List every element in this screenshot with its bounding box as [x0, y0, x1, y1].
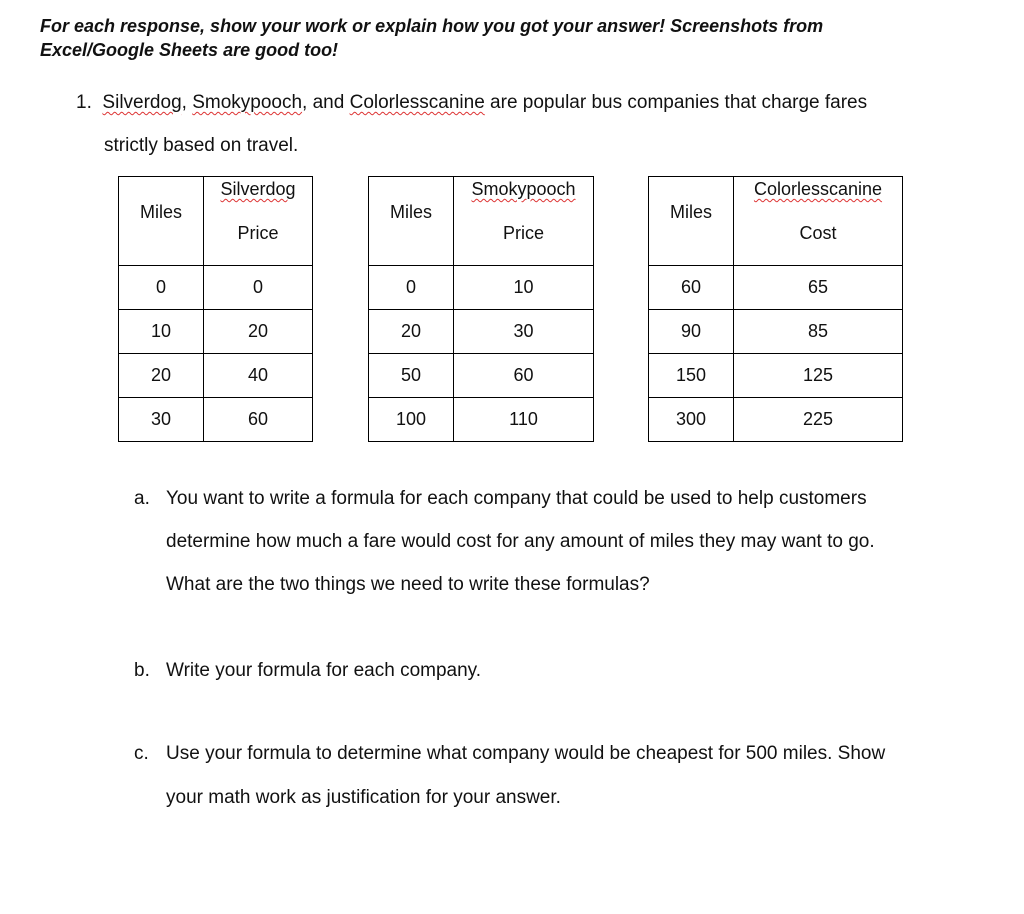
instructions-header: [40, 14, 940, 62]
price-header-cell: [204, 177, 313, 266]
miles-header-cell: [369, 177, 454, 266]
part-b-line-1: [134, 649, 481, 692]
table-cell: 150: [649, 354, 734, 398]
company-name-silverdog: Silverdog: [102, 92, 182, 113]
part-a-line-2: determine how much a fare would cost for any amount of miles they may want to go.: [166, 531, 875, 552]
question-number: 1.: [76, 92, 92, 113]
silverdog-fare-table: [118, 176, 313, 442]
company-header-smokypooch: Smokypooch: [471, 179, 576, 199]
table-cell: 300: [649, 398, 734, 442]
cost-header: Cost: [799, 223, 837, 243]
price-header: Price: [237, 223, 279, 243]
company-name-colorlesscanine: Colorlesscanine: [349, 92, 485, 113]
part-b-label: b.: [134, 660, 150, 681]
table-cell: 125: [734, 354, 903, 398]
miles-header: Miles: [139, 202, 182, 222]
miles-header: Miles: [389, 202, 432, 222]
part-a-text: You want to write a formula for each company that could be used to help customers: [166, 488, 867, 509]
part-b-text: Write your formula for each company.: [166, 660, 482, 681]
separator: ,: [181, 92, 193, 113]
table-cell: 10: [119, 310, 204, 354]
table-cell: 110: [454, 398, 594, 442]
table-cell: 50: [369, 354, 454, 398]
table-cell: 20: [204, 310, 313, 354]
table-cell: 60: [454, 354, 594, 398]
table-cell: 40: [204, 354, 313, 398]
company-name-smokypooch: Smokypooch: [192, 92, 303, 113]
part-c-text: Use your formula to determine what company would be cheapest for 500 miles. Show: [166, 743, 886, 764]
company-header-silverdog: Silverdog: [220, 179, 296, 199]
instructions-line-1: For each response, show your work or explain how you got your answer! Screenshots from: [40, 16, 824, 36]
instructions-line-2: Excel/Google Sheets are good too!: [40, 40, 339, 60]
table-cell: 0: [204, 266, 313, 310]
part-a-line-1: [134, 477, 867, 520]
table-cell: 225: [734, 398, 903, 442]
table-cell: 60: [204, 398, 313, 442]
table-cell: 85: [734, 310, 903, 354]
question-1-rest: are popular bus companies that charge fares: [484, 92, 868, 113]
cost-header-cell: [734, 177, 903, 266]
part-c-line-1: [134, 732, 885, 775]
separator: , and: [302, 92, 350, 113]
table-cell: 30: [454, 310, 594, 354]
company-header-colorlesscanine: Colorlesscanine: [753, 179, 883, 199]
table-cell: 0: [119, 266, 204, 310]
table-cell: 100: [369, 398, 454, 442]
table-cell: 30: [119, 398, 204, 442]
miles-header-cell: [649, 177, 734, 266]
miles-header-cell: [119, 177, 204, 266]
table-cell: 20: [119, 354, 204, 398]
part-a-line-3: What are the two things we need to write these formulas?: [166, 574, 650, 595]
part-c-label: c.: [134, 743, 149, 764]
price-header: Price: [502, 223, 544, 243]
colorlesscanine-fare-table: [648, 176, 903, 442]
table-cell: 10: [454, 266, 594, 310]
table-cell: 65: [734, 266, 903, 310]
part-a-label: a.: [134, 488, 150, 509]
part-c-line-2: your math work as justification for your answer.: [166, 787, 561, 808]
table-cell: 0: [369, 266, 454, 310]
miles-header: Miles: [669, 202, 712, 222]
table-cell: 90: [649, 310, 734, 354]
question-1-line-2: strictly based on travel.: [104, 135, 299, 156]
price-header-cell: [454, 177, 594, 266]
question-1-line-1: [76, 91, 867, 115]
table-cell: 60: [649, 266, 734, 310]
table-cell: 20: [369, 310, 454, 354]
smokypooch-fare-table: [368, 176, 594, 442]
